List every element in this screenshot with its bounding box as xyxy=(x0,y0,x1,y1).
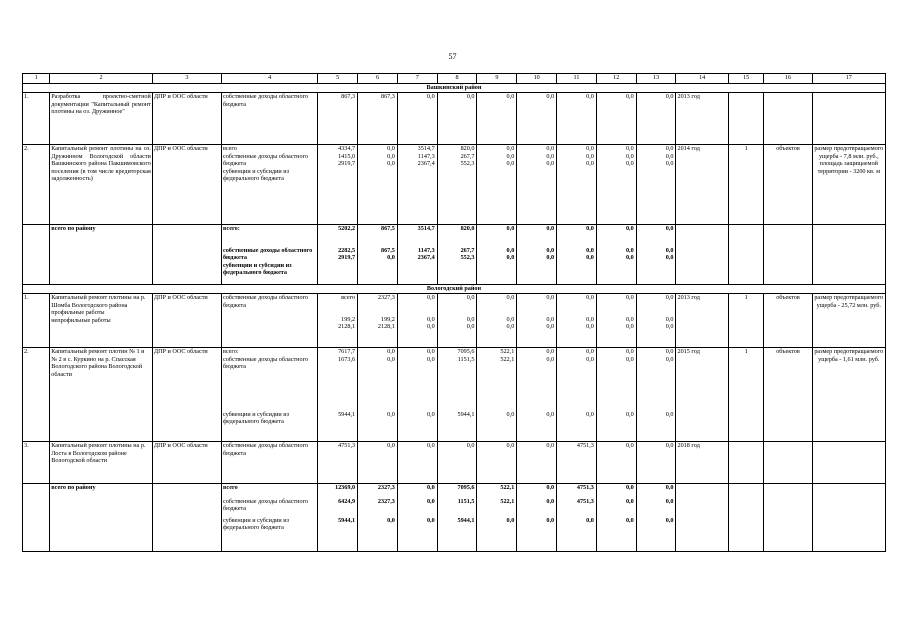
value-cell: 0,0 xyxy=(546,484,555,491)
value-cell: 5944,1 xyxy=(457,517,475,525)
value-stack xyxy=(477,225,517,285)
value-cell: 7095,6 xyxy=(457,484,475,491)
value-cell: 1147,3 xyxy=(417,152,435,160)
value-stack xyxy=(596,348,636,442)
value-cell: 0,0 xyxy=(387,517,395,525)
funding-source: субвенции и субсидии из федерального бюджета xyxy=(222,410,290,426)
value-cell: 0,0 xyxy=(506,315,515,323)
page-number: 57 xyxy=(448,52,457,61)
value-cell: 0,0 xyxy=(636,93,676,145)
table-row xyxy=(23,145,886,225)
value-cell: 0,0 xyxy=(387,254,395,262)
value-cell: 0,0 xyxy=(387,160,395,168)
value-cell: 0,0 xyxy=(625,355,634,363)
district-total-row xyxy=(23,484,886,552)
value-cell: 522,1 xyxy=(500,348,515,355)
executor: ДПР и ООС области xyxy=(152,442,221,484)
value-stack xyxy=(557,484,597,552)
header-cell: 2 xyxy=(50,74,153,84)
value-cell: 0,0 xyxy=(625,517,634,525)
value-cell: 0,0 xyxy=(665,315,674,323)
value-cell: 7095,6 xyxy=(457,348,475,355)
value-cell: 0,0 xyxy=(665,411,674,419)
section-header-vashki xyxy=(23,84,886,93)
value-cell: 0,0 xyxy=(665,160,674,168)
value-cell: 0,0 xyxy=(625,484,634,491)
year-cell: 2018 год xyxy=(676,442,728,484)
value-cell: 0,0 xyxy=(387,152,395,160)
value-stack xyxy=(358,348,398,442)
value-cell: 0,0 xyxy=(665,348,674,355)
value-cell: 0,0 xyxy=(665,145,674,152)
project-name: Капитальный ремонт плотины на р. Лоста в Вологодском районе Вологодской области xyxy=(50,442,153,484)
value-stack xyxy=(636,484,676,552)
table-row xyxy=(23,93,886,145)
value-cell: 867,3 xyxy=(358,93,398,145)
funding-source: всего: xyxy=(222,225,240,232)
header-cell: 9 xyxy=(477,74,517,84)
value-cell: 267,7 xyxy=(460,246,475,254)
value-stack xyxy=(596,294,636,348)
value-cell: 0,0 xyxy=(546,160,555,168)
value-cell: 4751,3 xyxy=(318,442,358,484)
empty-cell xyxy=(728,442,764,484)
total-label: всего по району xyxy=(50,225,153,285)
value-cell: 0,0 xyxy=(596,93,636,145)
value-cell: 0,0 xyxy=(387,145,395,152)
table-row xyxy=(23,294,886,348)
value-cell: 0,0 xyxy=(477,442,517,484)
header-cell: 6 xyxy=(358,74,398,84)
value-cell: 2327,3 xyxy=(377,294,395,301)
empty-cell xyxy=(764,484,812,552)
header-cell: 17 xyxy=(812,74,885,84)
empty-cell xyxy=(812,442,885,484)
header-cell: 3 xyxy=(152,74,221,84)
value-cell: 0,0 xyxy=(426,497,435,505)
value-cell: 1151,5 xyxy=(457,355,475,363)
value-cell: 5944,1 xyxy=(338,517,356,525)
value-cell: 0,0 xyxy=(546,517,555,525)
empty-cell xyxy=(812,484,885,552)
value-stack xyxy=(437,225,477,285)
value-cell: 0,0 xyxy=(426,484,435,491)
value-stack xyxy=(596,145,636,225)
value-cell: 2327,3 xyxy=(377,497,395,505)
value-cell: 0,0 xyxy=(517,442,557,484)
value-stack xyxy=(557,294,597,348)
executor: ДПР и ООС области xyxy=(152,93,221,145)
value-cell: 0,0 xyxy=(586,517,594,525)
value-cell: 0,0 xyxy=(426,517,435,525)
quantity-cell: 1 xyxy=(728,294,764,348)
project-name: Капитальный ремонт плотин № 1 и № 2 в с. Куркино на р. Спасская Вологодского района Вологодской области xyxy=(50,348,153,442)
year-cell: 2015 год xyxy=(676,348,728,442)
table-row xyxy=(23,348,886,442)
value-cell: 0,0 xyxy=(466,323,475,331)
section-title: Вашкинский район xyxy=(23,84,886,93)
value-cell: 2128,1 xyxy=(377,323,395,331)
value-stack xyxy=(557,145,597,225)
value-stack xyxy=(517,484,557,552)
value-cell: 1151,5 xyxy=(457,497,475,505)
effect-cell: размер предотвращаемого ущерба - 7,8 млн. руб., площадь защищаемой территории - 3200 кв. м xyxy=(812,145,885,225)
value-cell: 0,0 xyxy=(546,355,555,363)
value-cell: 3514,7 xyxy=(417,145,435,152)
value-cell: 522,1 xyxy=(500,484,515,491)
value-cell: 12369,0 xyxy=(334,484,356,491)
value-cell: 552,3 xyxy=(460,254,475,262)
value-cell: 0,0 xyxy=(625,254,634,262)
project-name: Капитальный ремонт плотины на оз. Дружинном Вологодской области Вашкинского района Пакшимовского поселения (в том числе кредиторская задолженность) xyxy=(50,145,153,225)
executor: ДПР и ООС области xyxy=(152,348,221,442)
funding-source: субвенции и субсидии из федерального бюджета xyxy=(222,516,290,532)
value-cell: всего xyxy=(341,294,356,301)
header-cell: 4 xyxy=(221,74,317,84)
effect-cell: размер предотвращаемого ущерба - 25,72 млн. руб. xyxy=(812,294,885,348)
header-cell: 11 xyxy=(557,74,597,84)
section-header-vologda xyxy=(23,285,886,294)
value-cell: 267,7 xyxy=(460,152,475,160)
value-stack xyxy=(397,145,437,225)
value-cell: 0,0 xyxy=(665,246,674,254)
value-stack xyxy=(517,145,557,225)
value-stack xyxy=(636,348,676,442)
value-cell: 0,0 xyxy=(506,254,515,262)
value-stack xyxy=(636,294,676,348)
year-cell: 2013 год xyxy=(676,93,728,145)
value-stack xyxy=(358,294,398,348)
value-cell: 820,0 xyxy=(460,145,475,152)
value-cell: 0,0 xyxy=(466,294,475,301)
value-cell: 4751,3 xyxy=(576,484,594,491)
value-cell: 0,0 xyxy=(546,294,555,301)
quantity-cell: 1 xyxy=(728,145,764,225)
value-stack xyxy=(437,484,477,552)
value-cell: 0,0 xyxy=(387,411,395,419)
header-cell: 5 xyxy=(318,74,358,84)
value-cell: 0,0 xyxy=(586,145,594,152)
table-row xyxy=(23,442,886,484)
funding-source: собственные доходы областного бюджета xyxy=(222,497,309,513)
value-cell: 199,2 xyxy=(380,315,395,323)
value-cell: 7617,7 xyxy=(338,348,356,355)
funding-source: собственные доходы областного бюджета xyxy=(221,442,317,484)
value-cell: 2919,7 xyxy=(338,160,356,168)
value-cell: 0,0 xyxy=(387,355,395,363)
header-cell: 13 xyxy=(636,74,676,84)
value-cell: 0,0 xyxy=(506,152,515,160)
value-cell: 0,0 xyxy=(586,246,594,254)
empty-cell xyxy=(676,484,728,552)
value-cell: 0,0 xyxy=(387,348,395,355)
section-title: Вологодский район xyxy=(23,285,886,294)
value-cell: 0,0 xyxy=(506,411,515,419)
value-stack xyxy=(477,348,517,442)
program-table xyxy=(22,73,886,552)
value-cell: 0,0 xyxy=(625,323,634,331)
empty-cell xyxy=(812,225,885,285)
funding-source-stack xyxy=(221,225,317,285)
empty-cell xyxy=(728,93,764,145)
value-cell: 0,0 xyxy=(426,315,435,323)
value-cell: 0,0 xyxy=(625,225,634,232)
value-cell: 4751,3 xyxy=(557,442,597,484)
executor: ДПР и ООС области xyxy=(152,145,221,225)
value-cell: 0,0 xyxy=(586,160,594,168)
value-cell: 0,0 xyxy=(546,246,555,254)
value-cell: 867,5 xyxy=(380,246,395,254)
value-cell: 0,0 xyxy=(546,152,555,160)
funding-source-stack xyxy=(221,348,317,442)
empty-cell xyxy=(764,225,812,285)
value-stack xyxy=(557,225,597,285)
value-cell: 0,0 xyxy=(426,323,435,331)
value-stack xyxy=(318,294,358,348)
funding-source: собственные доходы областного бюджета xyxy=(222,152,309,168)
value-cell: 0,0 xyxy=(596,442,636,484)
row-number: 1. xyxy=(23,93,50,145)
funding-source: собственные доходы областного бюджета xyxy=(221,93,317,145)
value-cell: 0,0 xyxy=(437,442,477,484)
value-cell: 0,0 xyxy=(586,355,594,363)
value-cell: 0,0 xyxy=(546,323,555,331)
project-name: Разработка проектно-сметной документации "Капитальный ремонт плотины на оз. Дружинное" xyxy=(50,93,153,145)
value-cell: 5944,1 xyxy=(457,411,475,419)
value-cell: 522,1 xyxy=(500,355,515,363)
value-stack xyxy=(477,484,517,552)
value-stack xyxy=(318,225,358,285)
value-cell: 0,0 xyxy=(466,315,475,323)
funding-source: всего xyxy=(222,484,238,491)
value-cell: 0,0 xyxy=(625,348,634,355)
empty-cell xyxy=(764,93,812,145)
value-stack xyxy=(557,348,597,442)
value-cell: 1673,6 xyxy=(338,355,356,363)
value-cell: 820,0 xyxy=(460,225,475,232)
value-cell: 0,0 xyxy=(557,93,597,145)
value-cell: 0,0 xyxy=(586,152,594,160)
executor: ДПР и ООС области xyxy=(152,294,221,348)
value-cell: 0,0 xyxy=(506,145,515,152)
value-cell: 0,0 xyxy=(665,323,674,331)
value-stack xyxy=(517,294,557,348)
value-cell: 0,0 xyxy=(546,411,555,419)
empty-cell xyxy=(23,225,50,285)
funding-source: всего: xyxy=(222,348,239,355)
value-cell: 0,0 xyxy=(546,315,555,323)
value-cell: 0,0 xyxy=(397,93,437,145)
project-name-secondary: непрофильные работы xyxy=(51,316,111,324)
value-cell: 0,0 xyxy=(636,442,676,484)
header-cell: 8 xyxy=(437,74,477,84)
value-cell: 0,0 xyxy=(665,294,674,301)
value-stack xyxy=(358,484,398,552)
value-cell: 5202,2 xyxy=(338,225,356,232)
value-cell: 0,0 xyxy=(426,355,435,363)
header-cell: 12 xyxy=(596,74,636,84)
value-cell: 0,0 xyxy=(506,160,515,168)
value-cell: 1147,3 xyxy=(418,246,435,254)
value-cell: 0,0 xyxy=(506,246,515,254)
value-stack xyxy=(397,484,437,552)
value-stack xyxy=(477,145,517,225)
empty-cell xyxy=(23,484,50,552)
value-cell: 0,0 xyxy=(546,145,555,152)
empty-cell xyxy=(152,225,221,285)
value-cell: 2282,5 xyxy=(338,246,356,254)
value-stack xyxy=(437,348,477,442)
value-cell: 199,2 xyxy=(341,315,356,323)
header-cell: 10 xyxy=(517,74,557,84)
value-cell: 0,0 xyxy=(546,225,555,232)
header-cell: 7 xyxy=(397,74,437,84)
value-cell: 0,0 xyxy=(625,315,634,323)
value-cell: 0,0 xyxy=(426,294,435,301)
value-cell: 0,0 xyxy=(506,294,515,301)
total-label: всего по району xyxy=(50,484,153,552)
value-cell: 5944,1 xyxy=(338,411,356,419)
header-cell: 16 xyxy=(764,74,812,84)
funding-source: субвенции и субсидии из федерального бюджета xyxy=(222,167,290,183)
value-stack xyxy=(517,225,557,285)
value-stack xyxy=(358,145,398,225)
header-cell: 15 xyxy=(728,74,764,84)
value-stack xyxy=(358,225,398,285)
empty-cell xyxy=(728,484,764,552)
value-cell: 0,0 xyxy=(625,152,634,160)
value-cell: 0,0 xyxy=(426,411,435,419)
empty-cell xyxy=(676,225,728,285)
value-cell: 0,0 xyxy=(665,225,674,232)
value-cell: 0,0 xyxy=(665,152,674,160)
value-cell: 0,0 xyxy=(625,160,634,168)
value-cell: 0,0 xyxy=(586,411,594,419)
year-cell: 2013 год xyxy=(676,294,728,348)
empty-cell xyxy=(764,442,812,484)
value-cell: 0,0 xyxy=(546,254,555,262)
value-cell: 0,0 xyxy=(625,497,634,505)
funding-source-stack xyxy=(221,145,317,225)
value-cell: 2367,4 xyxy=(417,160,435,168)
value-cell: 0,0 xyxy=(665,254,674,262)
value-cell: 0,0 xyxy=(586,348,594,355)
value-cell: 0,0 xyxy=(546,497,555,505)
header-cell: 14 xyxy=(676,74,728,84)
value-cell: 0,0 xyxy=(586,254,594,262)
value-stack xyxy=(397,225,437,285)
row-number: 3. xyxy=(23,442,50,484)
row-number: 2. xyxy=(23,145,50,225)
value-cell: 2367,4 xyxy=(417,254,435,262)
project-name-stack xyxy=(50,294,153,348)
value-cell: 0,0 xyxy=(665,497,674,505)
empty-cell xyxy=(152,484,221,552)
value-cell: 4751,3 xyxy=(576,497,594,505)
year-cell: 2014 год xyxy=(676,145,728,225)
row-number: 1. xyxy=(23,294,50,348)
value-stack xyxy=(596,225,636,285)
project-name: Капитальный ремонт плотины на р. Шомба Вологодского района профильные работы xyxy=(51,294,146,317)
value-cell: 0,0 xyxy=(426,348,435,355)
value-cell: 0,0 xyxy=(477,93,517,145)
value-cell: 0,0 xyxy=(586,294,594,301)
value-cell: 522,1 xyxy=(500,497,515,505)
value-cell: 0,0 xyxy=(665,484,674,491)
value-stack xyxy=(397,348,437,442)
value-cell: 0,0 xyxy=(586,323,594,331)
funding-source: субвенции и субсидии из федерального бюджета xyxy=(222,261,292,277)
header-cell: 1 xyxy=(23,74,50,84)
value-stack xyxy=(318,348,358,442)
value-stack xyxy=(318,145,358,225)
value-cell: 0,0 xyxy=(625,411,634,419)
value-cell: 2128,1 xyxy=(338,323,356,331)
effect-cell: размер предотвращаемого ущерба - 1,61 млн. руб. xyxy=(812,348,885,442)
value-cell: 4334,7 xyxy=(338,145,356,152)
value-cell: 867,5 xyxy=(380,225,395,232)
unit-cell: объектов xyxy=(764,145,812,225)
value-cell: 0,0 xyxy=(546,348,555,355)
row-number: 2. xyxy=(23,348,50,442)
value-cell: 2327,3 xyxy=(377,484,395,491)
funding-source: собственные доходы областного бюджета xyxy=(222,246,313,262)
district-total-row xyxy=(23,225,886,285)
value-cell: 0,0 xyxy=(625,246,634,254)
value-cell: 0,0 xyxy=(397,442,437,484)
value-cell: 2919,7 xyxy=(338,254,356,262)
value-stack xyxy=(517,348,557,442)
value-cell: 867,3 xyxy=(318,93,358,145)
value-cell: 0,0 xyxy=(358,442,398,484)
value-cell: 0,0 xyxy=(625,145,634,152)
quantity-cell: 1 xyxy=(728,348,764,442)
value-stack xyxy=(397,294,437,348)
value-stack xyxy=(437,145,477,225)
value-stack xyxy=(596,484,636,552)
value-cell: 0,0 xyxy=(506,323,515,331)
funding-source: всего xyxy=(222,145,237,152)
value-cell: 0,0 xyxy=(506,517,515,525)
value-cell: 6424,9 xyxy=(338,497,356,505)
unit-cell: объектов xyxy=(764,294,812,348)
value-cell: 0,0 xyxy=(437,93,477,145)
value-cell: 0,0 xyxy=(586,225,594,232)
unit-cell: объектов xyxy=(764,348,812,442)
value-cell: 0,0 xyxy=(586,315,594,323)
funding-source: собственные доходы областного бюджета xyxy=(222,355,309,371)
value-cell: 1415,0 xyxy=(338,152,356,160)
value-cell: 0,0 xyxy=(665,355,674,363)
empty-cell xyxy=(728,225,764,285)
value-cell: 0,0 xyxy=(625,294,634,301)
value-stack xyxy=(318,484,358,552)
value-stack xyxy=(636,145,676,225)
value-cell: 552,3 xyxy=(460,160,475,168)
value-stack xyxy=(477,294,517,348)
value-stack xyxy=(437,294,477,348)
column-number-row xyxy=(23,74,886,84)
value-cell: 0,0 xyxy=(517,93,557,145)
funding-source-stack xyxy=(221,484,317,552)
empty-cell xyxy=(812,93,885,145)
value-cell: 3514,7 xyxy=(417,225,435,232)
value-cell: 0,0 xyxy=(665,517,674,525)
value-cell: 0,0 xyxy=(506,225,515,232)
funding-source: собственные доходы областного бюджета xyxy=(221,294,317,348)
value-stack xyxy=(636,225,676,285)
